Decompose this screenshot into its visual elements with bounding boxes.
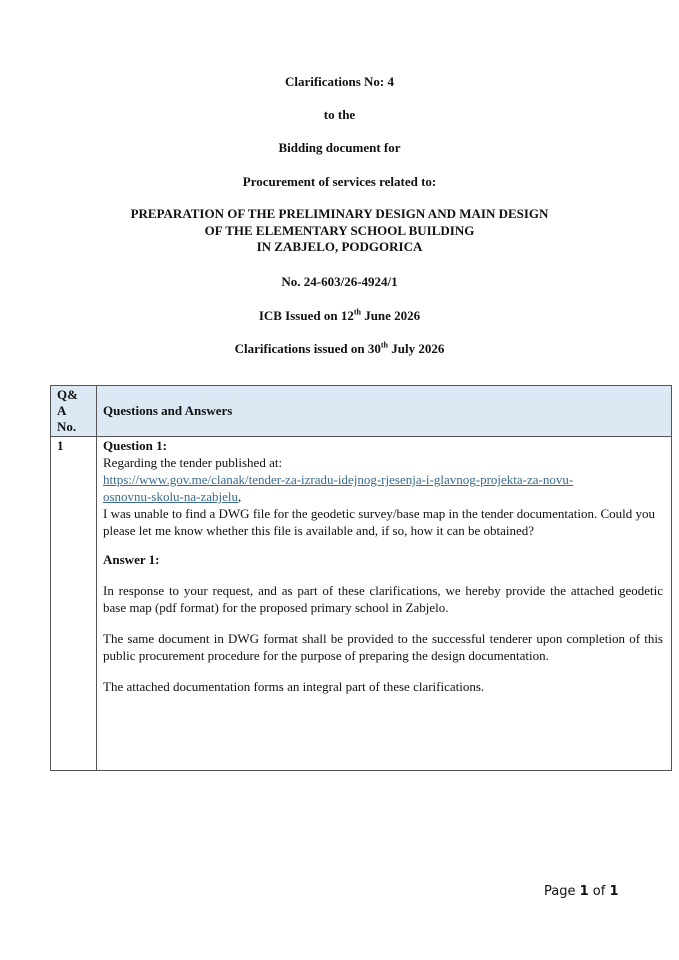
- row-number: 1: [51, 437, 97, 771]
- answer-paragraph-1: In response to your request, and as part of these clarifications, we hereby provide the attached geodetic base map (pdf format) for the proposed primary school in Zabjelo.: [103, 583, 663, 615]
- page-footer: [544, 884, 619, 899]
- tender-link-block: [103, 471, 663, 505]
- header-qa-number: [51, 386, 97, 437]
- reference-number: No. 24-603/26-4924/1: [281, 274, 398, 289]
- tender-link[interactable]: [103, 472, 573, 504]
- header-num-line-2: A: [57, 403, 67, 418]
- question-text: I was unable to find a DWG file for the geodetic survey/base map in the tender documentation. Could you please let me know whether this file is available and, if so, how it can be obtained?: [103, 506, 655, 538]
- answer-label: Answer 1:: [103, 552, 160, 567]
- clar-suffix: July 2026: [388, 341, 445, 356]
- procurement-line: Procurement of services related to:: [242, 174, 437, 189]
- bidding-document-line: Bidding document for: [278, 140, 401, 155]
- page-total: 1: [609, 884, 619, 899]
- clarifications-issued-date: [0, 341, 679, 357]
- header-num-line-3: No.: [57, 419, 77, 434]
- table-row: [51, 437, 672, 771]
- clar-prefix: Clarifications issued on 30: [234, 341, 381, 356]
- page-word: Page: [544, 884, 580, 899]
- tender-link-line-1: https://www.gov.me/clanak/tender-za-izradu-idejnog-rjesenja-i-glavnog-projekta-za-novu-: [103, 472, 574, 487]
- document-title: [0, 206, 679, 256]
- header-questions-answers: Questions and Answers: [97, 386, 672, 437]
- answer-paragraph-3: The attached documentation forms an integral part of these clarifications.: [103, 679, 485, 694]
- row-content: [97, 437, 672, 771]
- to-the-line: to the: [323, 107, 356, 122]
- qa-table: [50, 385, 672, 771]
- page-current: 1: [579, 884, 589, 899]
- of-word: of: [588, 884, 610, 899]
- clarifications-number: Clarifications No: 4: [284, 74, 395, 89]
- icb-superscript: th: [353, 307, 361, 317]
- question-intro: Regarding the tender published at:: [103, 455, 283, 470]
- qa-table-header: [51, 386, 672, 437]
- answer-paragraph-2: The same document in DWG format shall be provided to the successful tenderer upon completion of this public procurement procedure for the purpose of preparing the design documentation.: [103, 631, 663, 663]
- title-line-1: PREPARATION OF THE PRELIMINARY DESIGN AND MAIN DESIGN: [130, 206, 549, 221]
- clar-superscript: th: [380, 340, 389, 350]
- icb-prefix: ICB Issued on 12: [258, 308, 354, 323]
- tender-link-line-2: osnovnu-skolu-na-zabjelu: [103, 489, 239, 504]
- question-label: Question 1:: [103, 438, 167, 453]
- title-line-2: OF THE ELEMENTARY SCHOOL BUILDING: [204, 222, 475, 238]
- icb-suffix: June 2026: [360, 308, 421, 323]
- header-num-line-1: Q&: [57, 387, 78, 402]
- title-line-3: IN ZABJELO, PODGORICA: [256, 239, 423, 254]
- icb-issued-date: [0, 308, 679, 324]
- link-trailer: ,: [238, 489, 242, 504]
